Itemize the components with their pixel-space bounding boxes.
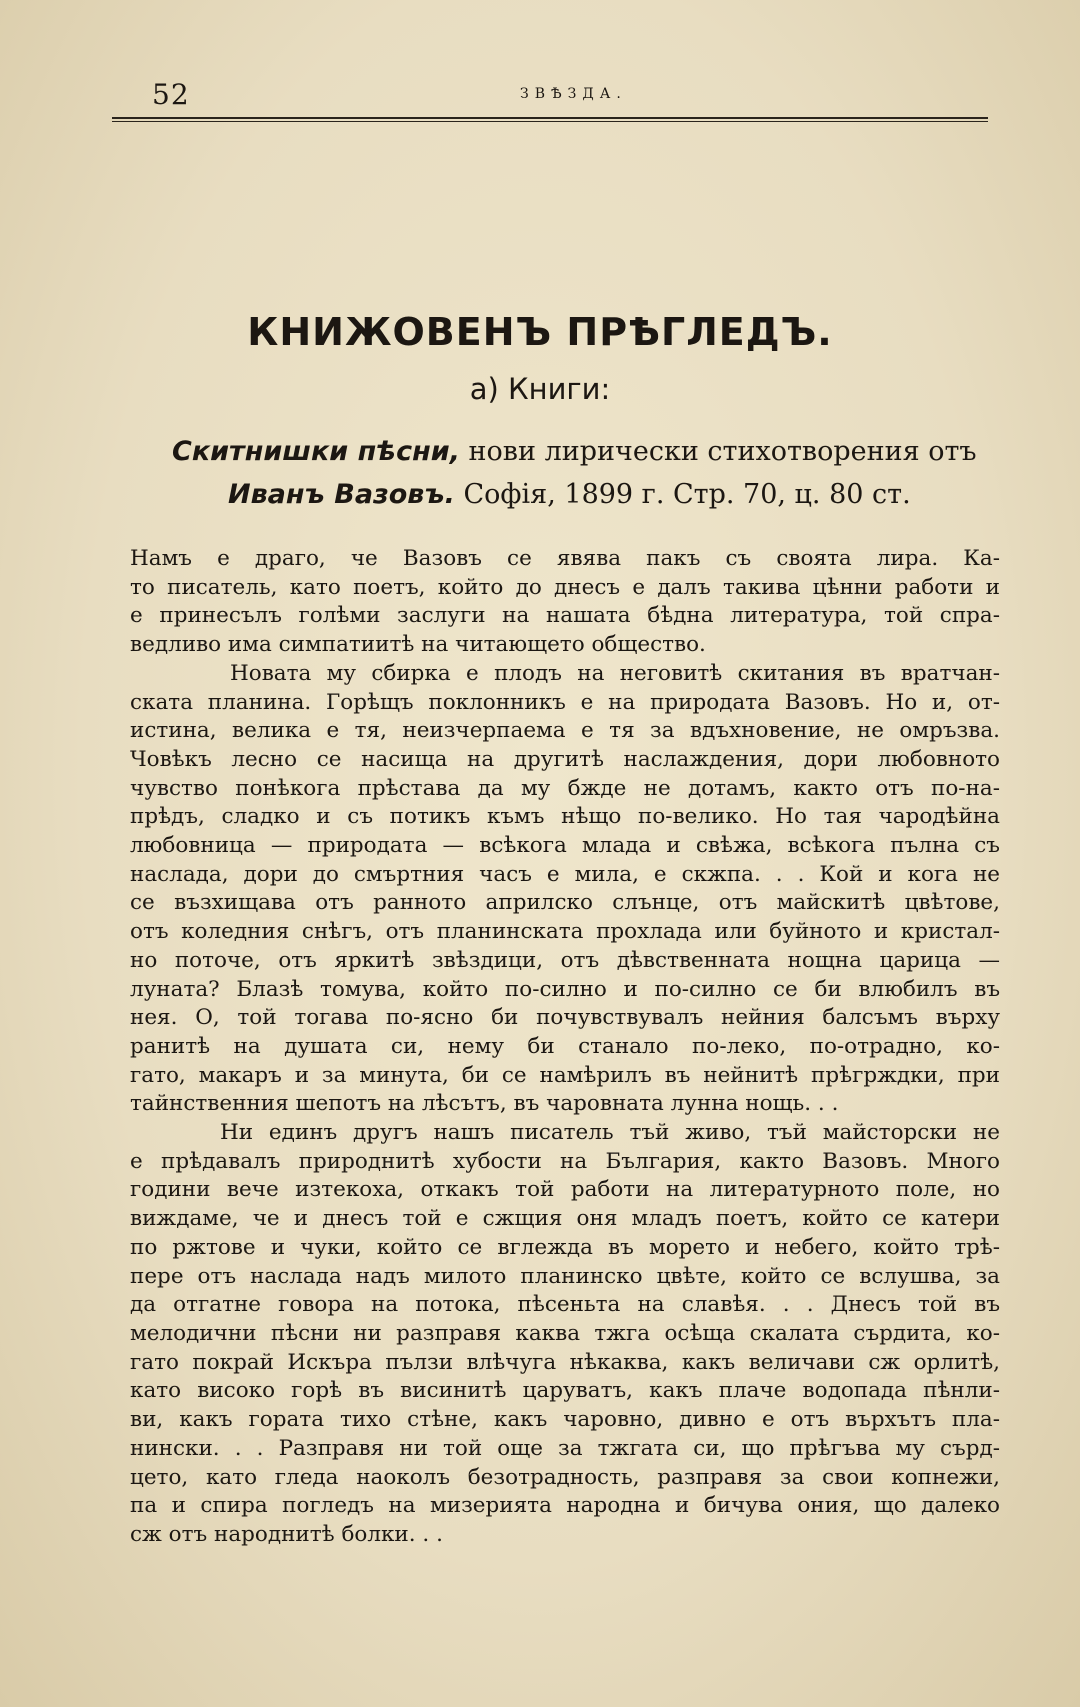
book-reference-line-2 [150, 473, 950, 516]
header-rule [112, 117, 988, 119]
text-line: ведливо има симпатиитѣ на читающето общество. [130, 632, 706, 658]
text-line: нински. . . Разправя ни той още за тжгата си, що прѣгъва му сърд- [130, 1435, 1000, 1461]
text-line: се възхищава отъ ранното априлско слънце, отъ майскитѣ цвѣтове, [130, 890, 1000, 916]
subsection-heading: а) Книги: [469, 372, 611, 406]
text-line: чувство понѣкога прѣстава да му бжде не дотамъ, както отъ по-на- [130, 775, 1000, 801]
text-line: нея. О, той тогава по-ясно би почувствувалъ нейния балсъмъ върху [130, 1005, 1000, 1031]
header-rule-thin [112, 121, 988, 122]
text-line: Ни единъ другъ нашъ писатель тъй живо, тъй майсторски не [220, 1120, 1000, 1146]
page-number: 52 [152, 78, 190, 111]
section-title: КНИЖОВЕНЪ ПРѢГЛЕДЪ. [247, 310, 833, 354]
text-line: цето, като гледа наоколъ безотрадность, разправя за свои копнежи, [130, 1464, 1000, 1490]
text-line: ви, какъ гората тихо стѣне, какъ чаровно, дивно е отъ върхътъ пла- [130, 1407, 1000, 1433]
text-line: луната? Блазѣ томува, който по-силно и по-силно се би влюбилъ въ [130, 976, 1000, 1002]
text-line: тайнственния шепотъ на лѣсътъ, въ чаровната лунна нощь. . . [130, 1091, 839, 1117]
text-line: е принесълъ голѣми заслуги на нашата бѣдна литература, той спра- [130, 603, 1000, 629]
text-line: то писатель, като поетъ, който до днесъ е далъ такива цѣнни работи и [130, 574, 1000, 600]
text-line: прѣдъ, сладко и съ потикъ къмъ нѣщо по-велико. Но тая чародѣйна [130, 804, 1000, 830]
text-line: да отгатне говора на потока, пѣсеньта на славѣя. . . Днесъ той въ [130, 1292, 1000, 1318]
text-line: като високо горѣ въ висинитѣ царуватъ, какъ плаче водопада пѣнли- [130, 1378, 1000, 1404]
page-header [140, 78, 980, 118]
text-line: години вече изтекоха, откакъ той работи на литературното поле, но [130, 1177, 1000, 1203]
text-line: па и спира погледъ на мизерията народна и бичува ония, що далеко [130, 1493, 1000, 1519]
text-line: мелодични пѣсни ни разправя каква тжга осѣща скалата сърдита, ко- [130, 1320, 1000, 1346]
text-line: Човѣкъ лесно се насища на другитѣ наслаждения, дори любовното [130, 746, 1000, 772]
book-imprint: Софія, 1899 г. Стр. 70, ц. 80 ст. [454, 479, 911, 510]
book-reference-line-1 [150, 430, 977, 473]
text-line: гато, макаръ и за минута, би се намѣрилъ въ нейнитѣ прѣгрждки, при [130, 1062, 1000, 1088]
text-line: истина, велика е тя, неизчерпаема е тя за вдъхновение, не омръзва. [130, 718, 1000, 744]
text-line: ската планина. Горѣщъ поклонникъ е на природата Вазовъ. Но и, от- [130, 689, 1000, 715]
text-line: гато покрай Искъра пълзи влѣчуга нѣкаква, какъ величави сж орлитѣ, [130, 1349, 1000, 1375]
book-author: Иванъ Вазовъ. [228, 479, 455, 510]
text-line: отъ коледния снѣгъ, отъ планинската прохлада или буйното и кристал- [130, 919, 1000, 945]
running-title: ЗВѢЗДА. [520, 86, 627, 102]
text-line: виждаме, че и днесъ той е сжщия оня младъ поетъ, който се катери [130, 1206, 1000, 1232]
book-reference [150, 430, 977, 516]
book-description: нови лирически стихотворения отъ [459, 436, 977, 467]
text-line: Намъ е драго, че Вазовъ се явява пакъ съ своята лира. Ка- [130, 546, 1000, 571]
text-line: по ржтове и чуки, който се вглежда въ морето и небего, който трѣ- [130, 1234, 1000, 1260]
body-text [130, 545, 1000, 1550]
text-line: е прѣдавалъ природнитѣ хубости на България, както Вазовъ. Много [130, 1148, 1000, 1174]
text-line: ранитѣ на душата си, нему би станало по-леко, по-отрадно, ко- [130, 1033, 1000, 1059]
text-line: пере отъ наслада надъ милото планинско цвѣте, който се вслушва, за [130, 1263, 1000, 1289]
text-line: но поточе, отъ яркитѣ звѣздици, отъ дѣвственната нощна царица — [130, 947, 1000, 973]
text-line: наслада, дори до смъртния часъ е мила, е скжпа. . . Кой и кога не [130, 861, 1000, 887]
text-line: любовница — природата — всѣкога млада и свѣжа, всѣкога пълна съ [130, 833, 1000, 859]
book-title: Скитнишки пѣсни, [172, 436, 460, 467]
text-line: сж отъ народнитѣ болки. . . [130, 1521, 443, 1547]
text-line: Новата му сбирка е плодъ на неговитѣ скитания въ вратчан- [230, 660, 1000, 686]
